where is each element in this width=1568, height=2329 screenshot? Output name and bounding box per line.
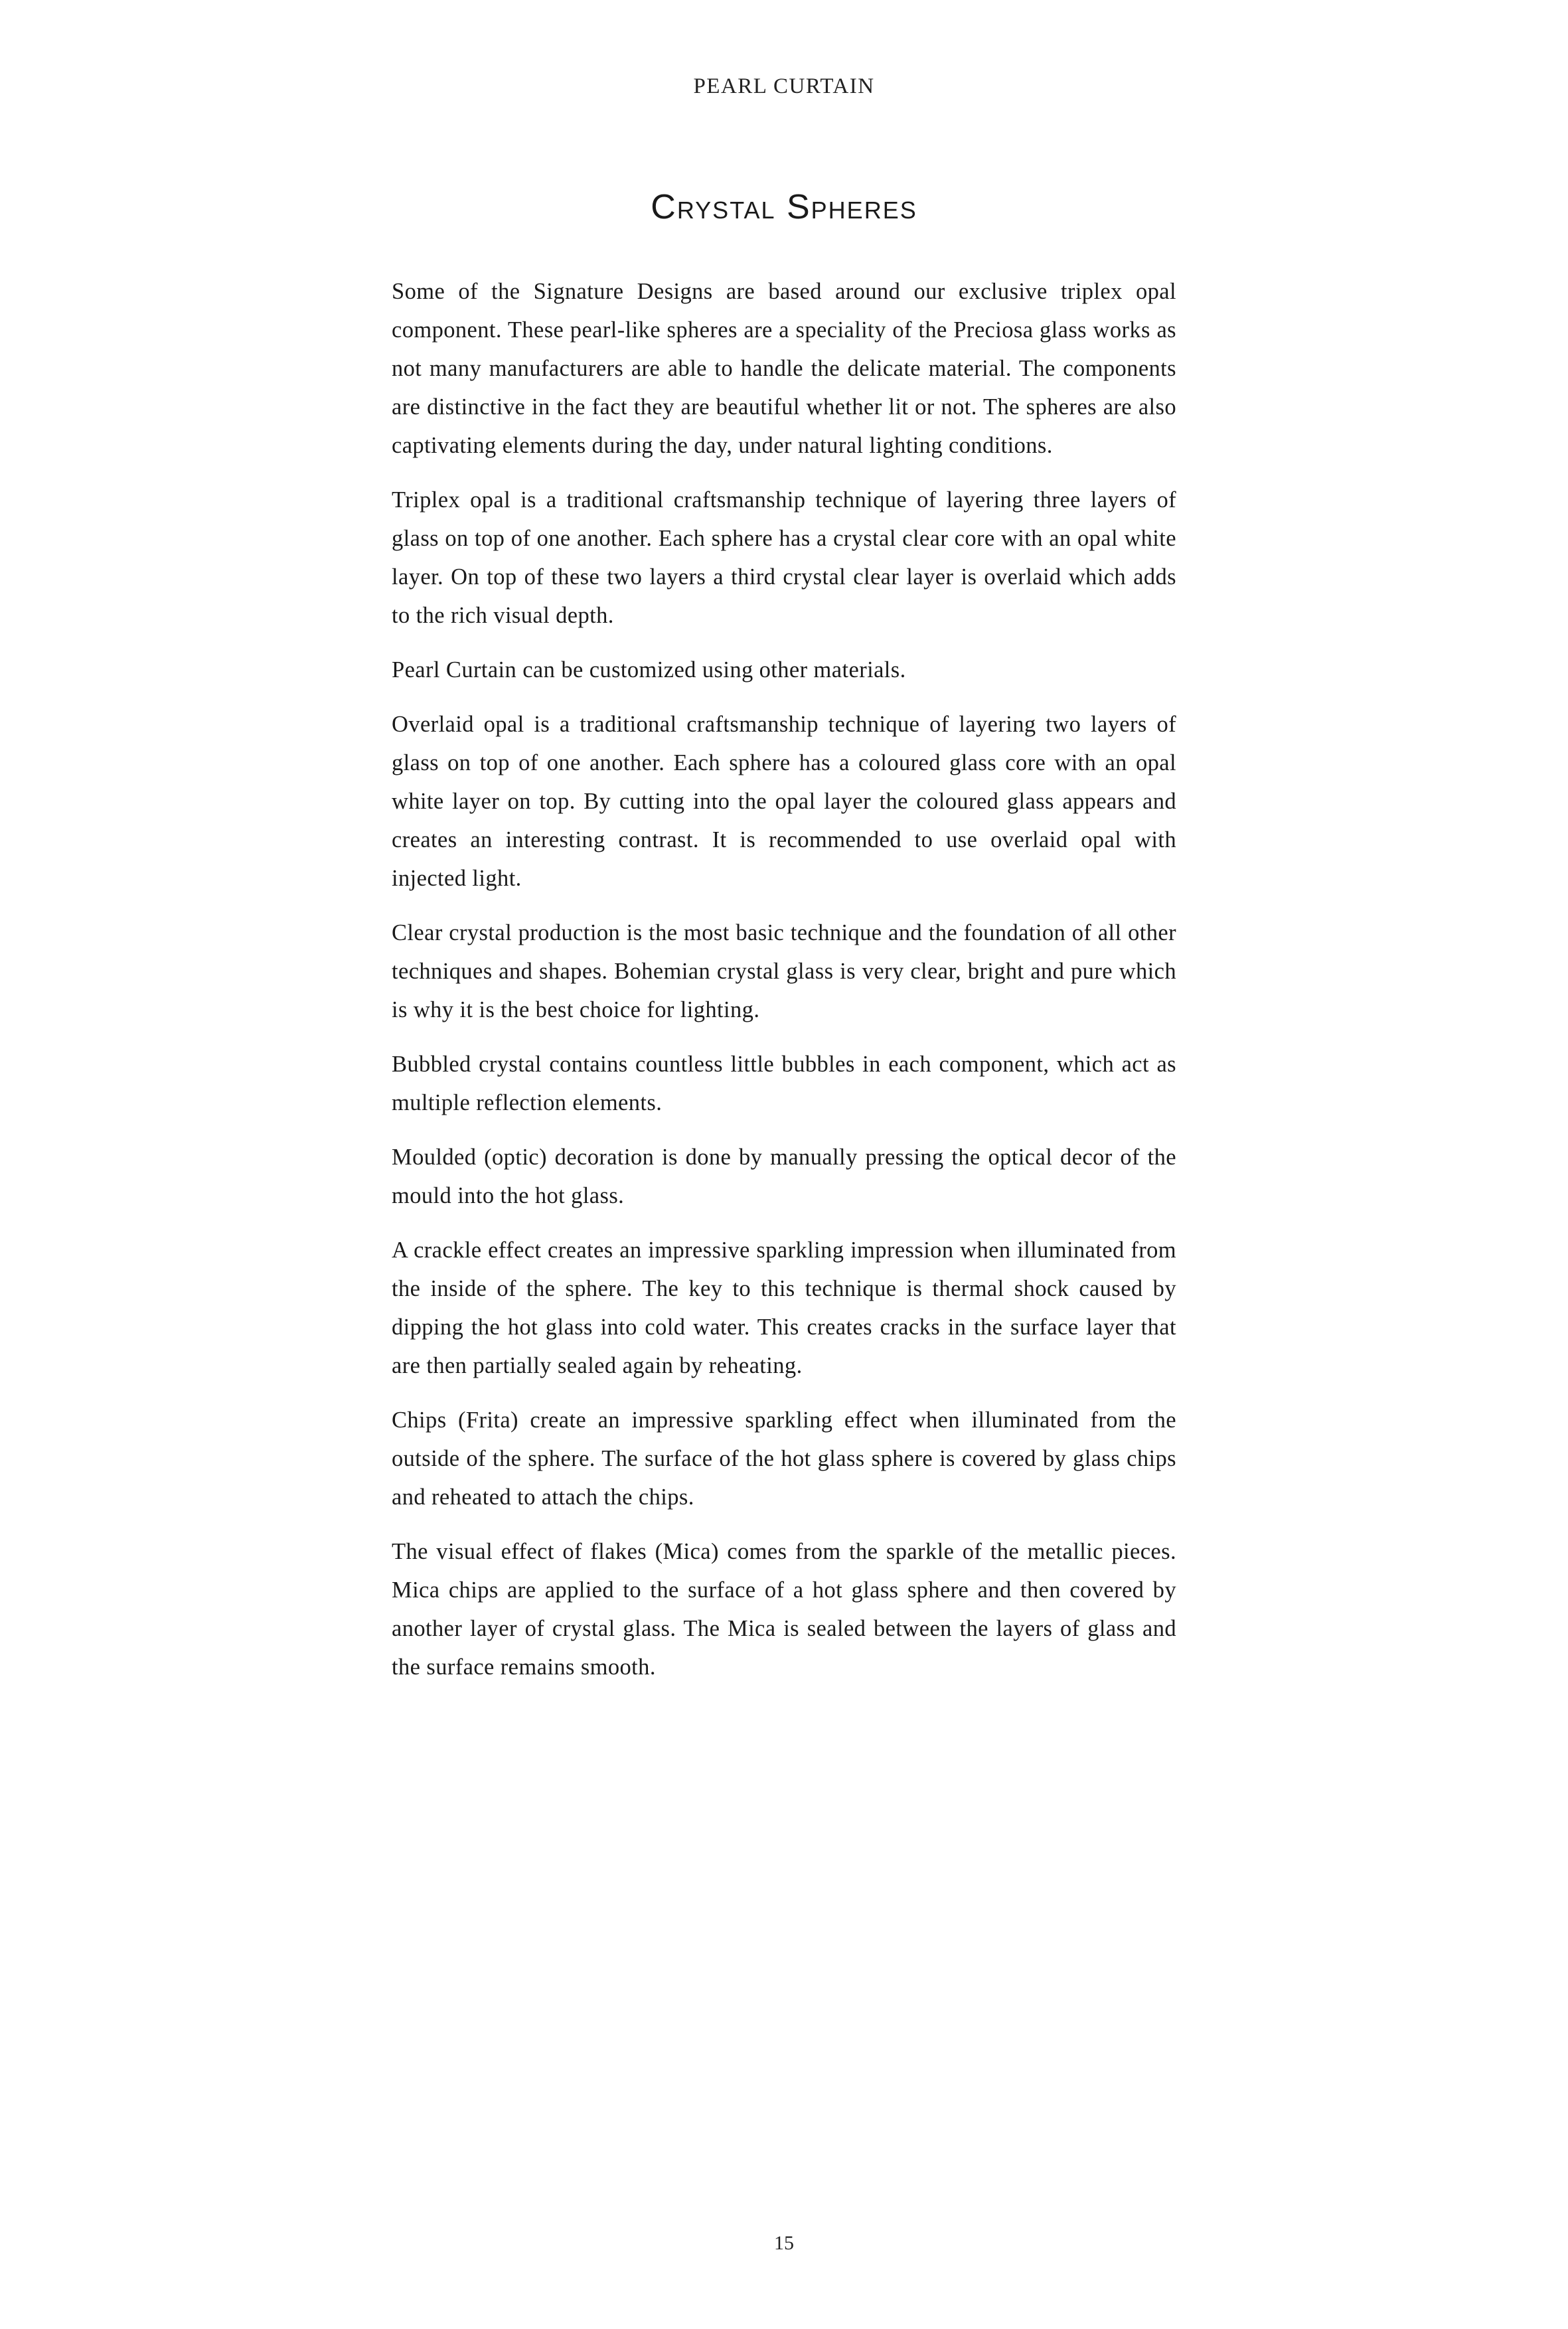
- paragraph-clear-crystal: Clear crystal production is the most basic technique and the foundation of all other techniques and shapes. Bohemian crystal glass is very clear, bright and pure which is why it is the best choice for lighting.: [392, 920, 1176, 1022]
- paragraph-customization: Pearl Curtain can be customized using other materials.: [392, 657, 906, 683]
- paragraph-bubbled-crystal: Bubbled crystal contains countless little bubbles in each component, which act as multiple reflection elements.: [392, 1052, 1176, 1115]
- paragraph-triplex-opal: Triplex opal is a traditional craftsmanship technique of layering three layers of glass on top of one another. Each sphere has a crystal clear core with an opal white layer. On top of these two layers a third crystal clear layer is overlaid which adds to the rich visual depth.: [392, 487, 1176, 628]
- page-number: 15: [774, 2232, 794, 2254]
- paragraph-flakes-mica: The visual effect of flakes (Mica) comes from the sparkle of the metallic pieces. Mica chips are applied to the surface of a hot glass sphere and then covered by another layer of crystal glass. The Mica is sealed between the layers of glass and the surface remains smooth.: [392, 1539, 1176, 1680]
- paragraph-triplex-intro: Some of the Signature Designs are based around our exclusive triplex opal component. These pearl-like spheres are a speciality of the Preciosa glass works as not many manufacturers are able to handle the delicate material. The components are distinctive in the fact they are beautiful whether lit or not. The spheres are also captivating elements during the day, under natural lighting conditions.: [392, 279, 1176, 458]
- paragraph-chips-frita: Chips (Frita) create an impressive sparkling effect when illuminated from the outside of the sphere. The surface of the hot glass sphere is covered by glass chips and reheated to attach the chips.: [392, 1407, 1176, 1510]
- paragraph-overlaid-opal: Overlaid opal is a traditional craftsmanship technique of layering two layers of glass on top of one another. Each sphere has a coloured glass core with an opal white layer on top. By cutting into the opal layer the coloured glass appears and creates an interesting contrast. It is recommended to use overlaid opal with injected light.: [392, 712, 1176, 891]
- paragraph-crackle: A crackle effect creates an impressive sparkling impression when illuminated from the inside of the sphere. The key to this technique is thermal shock caused by dipping the hot glass into cold water. This creates cracks in the surface layer that are then partially sealed again by reheating.: [392, 1238, 1176, 1378]
- running-header: PEARL CURTAIN: [693, 74, 875, 98]
- body-text: [392, 272, 1176, 1702]
- paragraph-moulded-optic: Moulded (optic) decoration is done by manually pressing the optical decor of the mould into the hot glass.: [392, 1145, 1176, 1208]
- section-title: Crystal Spheres: [651, 188, 917, 226]
